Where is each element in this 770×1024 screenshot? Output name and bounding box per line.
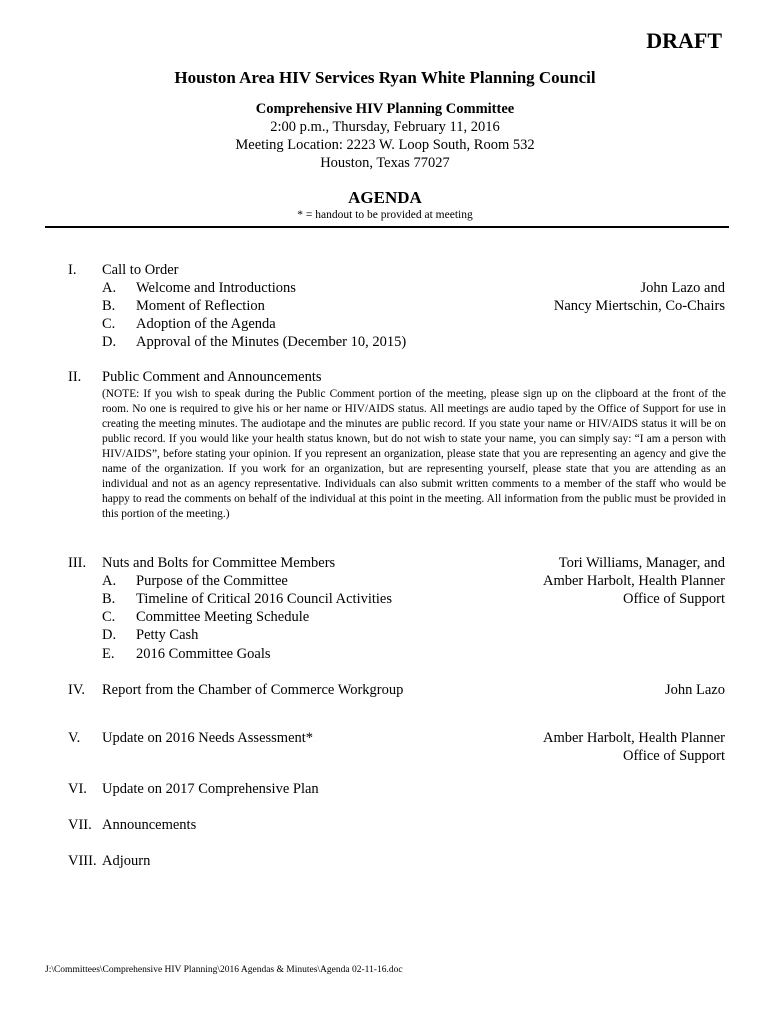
sub-item: Committee Meeting Schedule xyxy=(136,609,310,625)
item-number: III. xyxy=(68,555,87,571)
file-path-footer: J:\Committees\Comprehensive HIV Planning\2016 Agendas & Minutes\Agenda 02-11-16.doc xyxy=(45,965,403,975)
item-title: Call to Order xyxy=(102,262,179,278)
sub-letter: D. xyxy=(102,627,117,643)
draft-label: DRAFT xyxy=(646,28,722,53)
sub-item: Moment of Reflection xyxy=(136,298,265,314)
item-number: I. xyxy=(68,262,77,278)
sub-item: Welcome and Introductions xyxy=(136,280,296,296)
sub-item: Adoption of the Agenda xyxy=(136,316,276,332)
presenter: Office of Support xyxy=(622,748,725,764)
presenter: Nancy Miertschin, Co-Chairs xyxy=(553,298,725,314)
sub-letter: D. xyxy=(102,334,117,350)
sub-item: Petty Cash xyxy=(136,627,199,643)
sub-letter: A. xyxy=(102,573,117,589)
sub-item: Approval of the Minutes (December 10, 2015) xyxy=(136,334,407,350)
item-title: Update on 2017 Comprehensive Plan xyxy=(102,781,319,797)
presenter: John Lazo and xyxy=(640,280,725,296)
item-number: V. xyxy=(68,730,81,746)
item-number: VII. xyxy=(68,817,92,833)
item-number: II. xyxy=(68,369,82,385)
organization-title: Houston Area HIV Services Ryan White Planning Council xyxy=(174,68,596,87)
agenda-title: AGENDA xyxy=(348,188,422,207)
item-number: VIII. xyxy=(68,853,97,869)
presenter: Amber Harbolt, Health Planner xyxy=(542,730,725,746)
item-title: Nuts and Bolts for Committee Members xyxy=(102,555,336,571)
sub-item: Purpose of the Committee xyxy=(136,573,288,589)
meeting-city: Houston, Texas 77027 xyxy=(320,155,450,171)
sub-letter: A. xyxy=(102,280,117,296)
item-title: Adjourn xyxy=(102,853,151,869)
header-divider xyxy=(45,226,729,228)
presenter: Tori Williams, Manager, and xyxy=(558,555,725,571)
item-title: Report from the Chamber of Commerce Workgroup xyxy=(102,682,404,698)
presenter: Amber Harbolt, Health Planner xyxy=(542,573,725,589)
sub-item: Timeline of Critical 2016 Council Activities xyxy=(136,591,393,607)
meeting-datetime: 2:00 p.m., Thursday, February 11, 2016 xyxy=(270,119,500,135)
handout-note: * = handout to be provided at meeting xyxy=(297,209,473,221)
public-comment-note: (NOTE: If you wish to speak during the Public Comment portion of the meeting, please sign up on the clipboard at the front of the room. No one is required to give his or her name or HIV/AIDS status. All meetings are audio taped by the Office of Support for use in creating the meeting minutes. The audiotape and the minutes are public record. If you state your name or HIV/AIDS status it will be on public record. If you would like your health status known, but do not wish to state your name, you can simply say: “I am a person with HIV/AIDS”, before stating your opinion. If you represent an organization, please state that you are representing an agency and give the name of the organization. If you work for an organization, but are representing yourself, please state that you are attending as an individual and not as an agency representative. Individuals can also submit written comments to a member of the staff who would be happy to read the comments on behalf of the individual at this point in the meeting. All information from the public must be provided in this portion of the meeting.) xyxy=(102,388,726,520)
sub-letter: C. xyxy=(102,609,116,625)
item-number: IV. xyxy=(68,682,86,698)
sub-item: 2016 Committee Goals xyxy=(136,646,271,662)
item-title: Update on 2016 Needs Assessment* xyxy=(102,730,314,746)
presenter: Office of Support xyxy=(622,591,725,607)
sub-letter: E. xyxy=(102,646,115,662)
meeting-location: Meeting Location: 2223 W. Loop South, Room 532 xyxy=(235,137,535,153)
presenter: John Lazo xyxy=(665,682,725,698)
sub-letter: C. xyxy=(102,316,116,332)
committee-name: Comprehensive HIV Planning Committee xyxy=(255,101,515,117)
item-title: Announcements xyxy=(102,817,197,833)
item-number: VI. xyxy=(68,781,87,797)
sub-letter: B. xyxy=(102,298,116,314)
sub-letter: B. xyxy=(102,591,116,607)
item-title: Public Comment and Announcements xyxy=(102,369,322,385)
